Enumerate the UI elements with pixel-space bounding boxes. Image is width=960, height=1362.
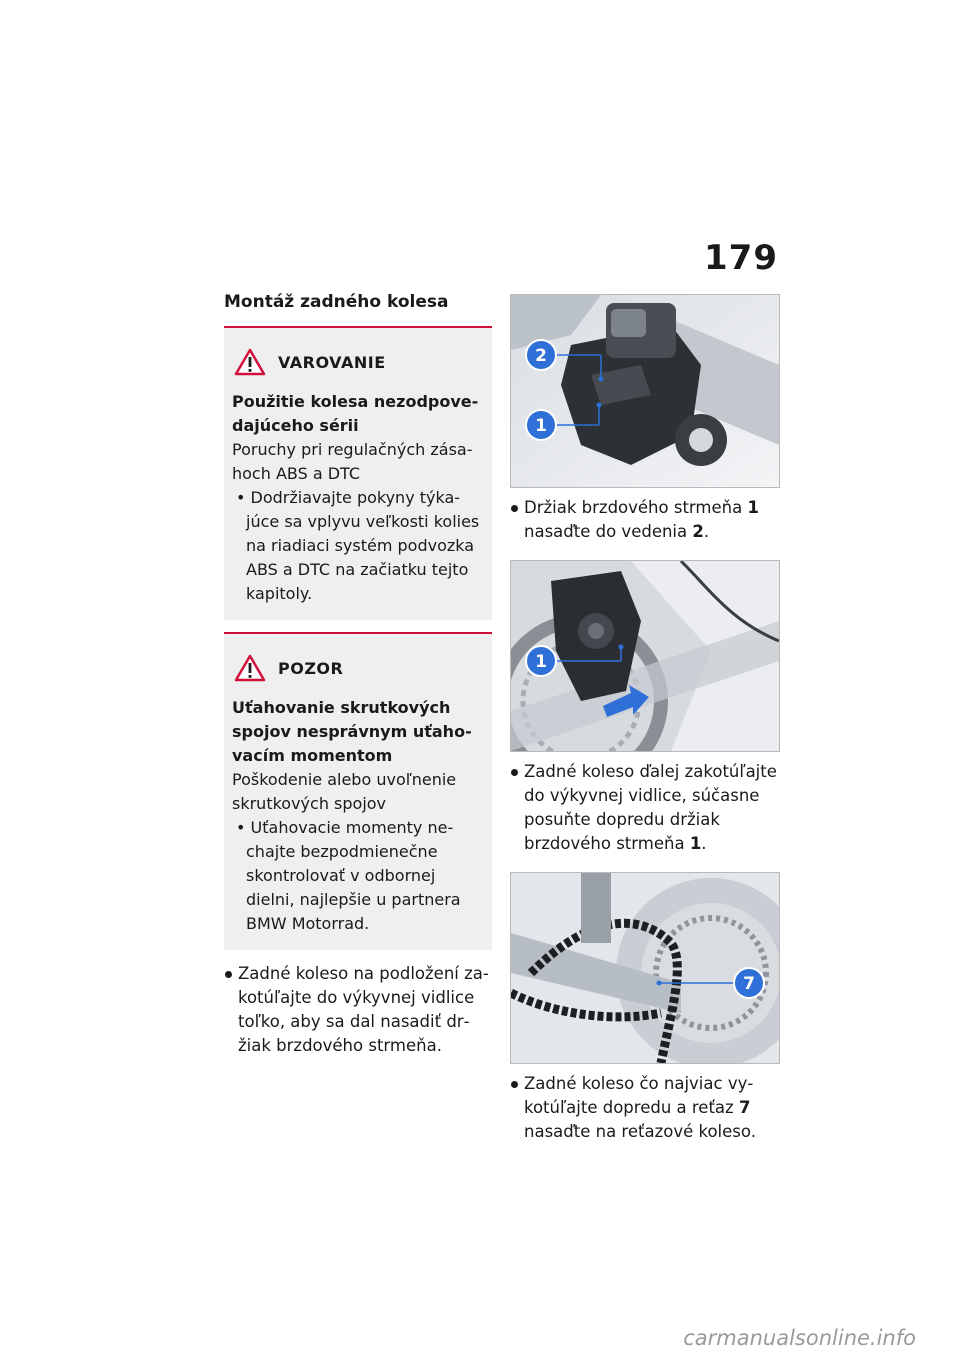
step-text: Zadné koleso čo najviac vykotúľajte dopredu a reťaz (524, 1074, 754, 1117)
callout-7-label: 7 (743, 974, 755, 994)
callout-1-label: 1 (535, 652, 547, 672)
warning-header (234, 348, 484, 376)
warning-subject: Použitie kolesa nezodpovedajúceho sérii (232, 392, 479, 435)
callout-2 (526, 340, 556, 370)
callout-1 (526, 410, 556, 440)
caution-consequence: Poškodenie alebo uvoľnenie skrutkových spojov (232, 770, 457, 813)
ref-number: 1 (689, 834, 702, 853)
right-column (510, 294, 780, 1144)
callout-1 (526, 646, 556, 676)
left-column (224, 292, 492, 1058)
instruction-step (510, 496, 780, 544)
step-tail: . (703, 522, 710, 541)
caution-header (234, 654, 484, 682)
caliper-bracket-illustration (511, 295, 779, 487)
instruction-step (510, 760, 780, 856)
callout-2-label: 2 (535, 346, 547, 366)
warning-label: VAROVANIE (278, 352, 386, 372)
caution-label: POZOR (278, 658, 344, 678)
caution-subject: Uťahovanie skrutkových spojov nesprávnym uťahovacím momentom (232, 698, 472, 765)
warning-box (224, 326, 492, 620)
warning-triangle-icon (234, 348, 266, 376)
figure-wheel-insert (510, 560, 780, 752)
callout-1-label: 1 (535, 416, 547, 436)
ref-number: 7 (738, 1098, 751, 1117)
figure-chain (510, 872, 780, 1064)
figure-caliper-bracket (510, 294, 780, 488)
step-text: nasaďte na reťazové koleso. (524, 1122, 756, 1141)
step-text: Držiak brzdového strmeňa (524, 498, 748, 517)
caution-box (224, 632, 492, 950)
warning-consequence: Poruchy pri regulačných zásahoch ABS a DTC (232, 440, 473, 483)
warning-triangle-icon (234, 654, 266, 682)
page-number: 179 (704, 238, 778, 278)
ref-number: 1 (747, 498, 759, 517)
watermark: carmanualsonline.info (683, 1326, 916, 1350)
instruction-step: Zadné koleso na podložení zakotúľajte do výkyvnej vidlice toľko, aby sa dal nasadiť držiak brzdového strmeňa. (224, 962, 492, 1058)
step-text: nasaďte do vedenia (524, 522, 693, 541)
instruction-step (510, 1072, 780, 1144)
callout-7 (734, 968, 764, 998)
step-text: Zadné koleso ďalej zakotúľajte do výkyvnej vidlice, súčasne posuňte dopredu držiak brzdového strmeňa (524, 762, 777, 853)
caution-action: • Uťahovacie momenty nechajte bezpodmienečne skontrolovať v odbornej dielni, najlepšie u partnera BMW Motorrad. (236, 818, 461, 933)
step-tail: . (701, 834, 707, 853)
ref-number: 2 (692, 522, 704, 541)
chain-illustration (511, 873, 779, 1063)
warning-action: • Dodržiavajte pokyny týkajúce sa vplyvu veľkosti kolies na riadiaci systém podvozka ABS a DTC na začiatku tejto kapitoly. (236, 488, 480, 603)
wheel-insert-illustration (511, 561, 779, 751)
section-title: Montáž zadného kolesa (224, 292, 449, 312)
